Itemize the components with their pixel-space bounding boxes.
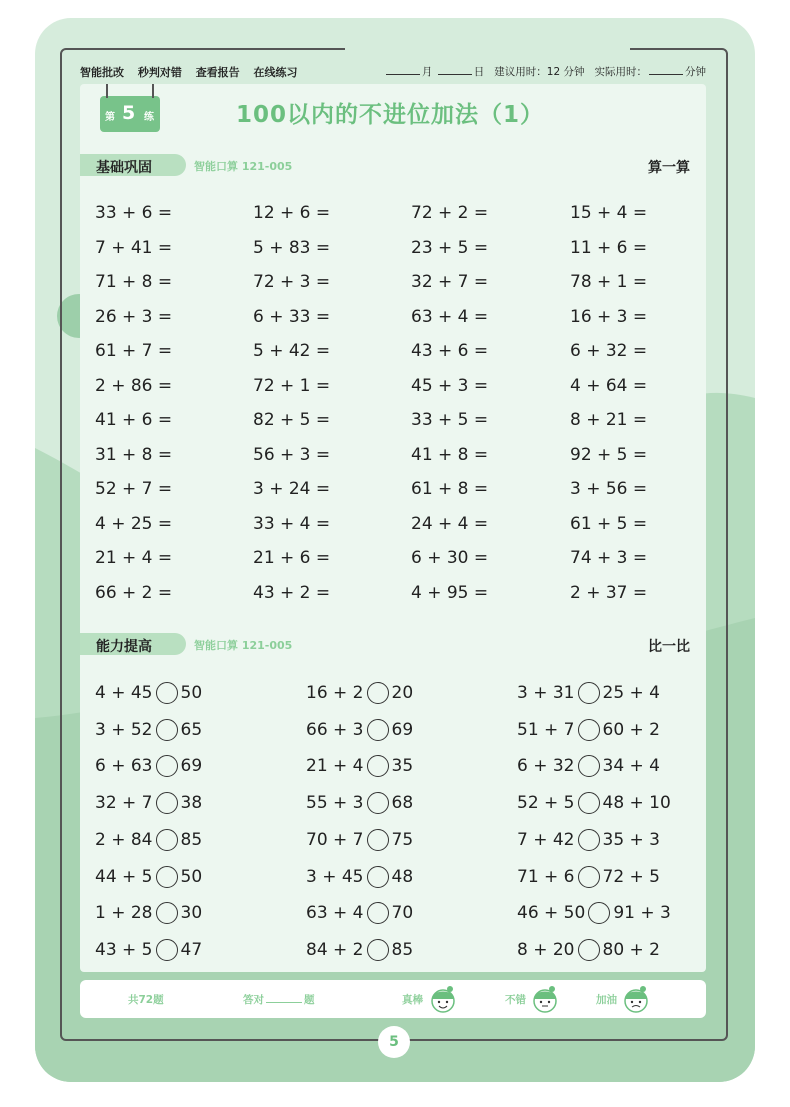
day-label: 日 [473, 66, 485, 78]
tag-pin-right [152, 84, 154, 98]
addition-problem[interactable]: 15 + 4 = [570, 203, 648, 223]
compare-answer-circle[interactable] [367, 755, 389, 777]
compare-right: 30 [180, 903, 203, 924]
compare-problem [306, 939, 413, 961]
compare-problem [306, 719, 413, 741]
compare-answer-circle[interactable] [156, 939, 178, 961]
compare-problem [306, 829, 413, 851]
compare-answer-circle[interactable] [578, 719, 600, 741]
compare-problem [517, 902, 671, 924]
footer-correct [243, 992, 315, 1007]
compare-right: 91 + 3 [613, 903, 671, 924]
compare-left: 16 + 2 [306, 683, 364, 703]
month-label: 月 [421, 66, 433, 78]
addition-problem[interactable]: 33 + 4 = [253, 513, 331, 534]
compare-left: 71 + 6 [517, 866, 575, 887]
frame-gap [345, 44, 630, 52]
compare-answer-circle[interactable] [578, 682, 600, 704]
compare-left: 1 + 28 [95, 903, 153, 924]
compare-answer-circle[interactable] [156, 682, 178, 704]
footer-cheer: 加油 [596, 994, 617, 1006]
compare-left: 8 + 20 [517, 939, 575, 960]
section-basic-header [80, 154, 706, 176]
compare-right: 35 [391, 756, 414, 777]
compare-problem [517, 719, 660, 741]
compare-problem [95, 902, 202, 924]
compare-left: 3 + 52 [95, 719, 153, 740]
compare-right: 80 + 2 [602, 939, 660, 960]
addition-problem[interactable]: 5 + 83 = [253, 237, 331, 258]
compare-problem [306, 902, 413, 924]
compare-left: 44 + 5 [95, 866, 153, 887]
smile-face-icon[interactable] [530, 984, 560, 1014]
addition-problem[interactable]: 24 + 4 = [411, 513, 489, 534]
compare-right: 75 [391, 829, 414, 850]
compare-answer-circle[interactable] [367, 792, 389, 814]
correct-count-blank[interactable] [266, 992, 302, 1003]
addition-problem[interactable]: 4 + 64 = [570, 375, 648, 396]
compare-problem [517, 939, 660, 961]
addition-problem[interactable]: 6 + 33 = [253, 306, 331, 327]
addition-problem[interactable]: 4 + 25 = [95, 513, 173, 534]
day-tag-prefix: 第 [105, 112, 115, 123]
compare-problem [95, 719, 202, 741]
compare-answer-circle[interactable] [367, 866, 389, 888]
compare-right: 48 + 10 [602, 793, 671, 814]
addition-problem[interactable]: 3 + 56 = [570, 479, 648, 499]
compare-problem [95, 792, 202, 814]
compare-right: 35 + 3 [602, 829, 660, 850]
addition-problem[interactable]: 45 + 3 = [411, 375, 489, 396]
section-advanced-pill [80, 633, 186, 655]
section-advanced-action: 比一比 [648, 639, 690, 655]
addition-problem[interactable]: 33 + 6 = [95, 203, 173, 223]
header-links [80, 64, 308, 80]
addition-problem[interactable]: 61 + 8 = [411, 479, 489, 499]
compare-problem [306, 792, 413, 814]
compare-answer-circle[interactable] [367, 829, 389, 851]
compare-problem [306, 682, 413, 704]
footer-correct-label: 答对 [243, 994, 264, 1006]
compare-right: 34 + 4 [602, 756, 660, 777]
addition-problem[interactable]: 16 + 3 = [570, 306, 648, 327]
addition-problem[interactable]: 11 + 6 = [570, 237, 648, 258]
addition-problem[interactable]: 52 + 7 = [95, 479, 173, 499]
compare-answer-circle[interactable] [156, 719, 178, 741]
link-view-report[interactable]: 查看报告 [195, 66, 240, 79]
compare-right: 85 [180, 829, 203, 850]
compare-problem [95, 682, 202, 704]
day-tag-suffix: 练 [144, 112, 154, 123]
section-basic-code: 智能口算 121-005 [194, 160, 293, 173]
compare-answer-circle[interactable] [156, 902, 178, 924]
section-advanced-header [80, 633, 706, 655]
addition-problem[interactable]: 26 + 3 = [95, 306, 173, 327]
suggested-time: 建议用时：12 分钟 [494, 66, 585, 78]
link-online-practice[interactable]: 在线练习 [253, 66, 298, 79]
compare-left: 66 + 3 [306, 719, 364, 740]
section-advanced-code: 智能口算 121-005 [194, 639, 293, 652]
compare-answer-circle[interactable] [578, 866, 600, 888]
actual-time-label: 实际用时： [594, 66, 647, 78]
section-advanced-name: 能力提高 [96, 639, 152, 655]
day-tag-number: 5 [122, 102, 136, 124]
compare-answer-circle[interactable] [156, 866, 178, 888]
minute-label: 分钟 [685, 66, 706, 78]
addition-problem[interactable]: 31 + 8 = [95, 444, 173, 465]
compare-right: 20 [391, 683, 414, 703]
compare-left: 63 + 4 [306, 903, 364, 924]
compare-right: 68 [391, 793, 414, 814]
footer-good: 不错 [505, 994, 526, 1006]
compare-problem [95, 939, 202, 961]
compare-left: 43 + 5 [95, 939, 153, 960]
header-meta [384, 64, 706, 79]
addition-problem[interactable]: 6 + 30 = [411, 548, 489, 568]
compare-answer-circle[interactable] [367, 719, 389, 741]
month-blank[interactable] [386, 64, 420, 75]
compare-problem [517, 792, 671, 814]
compare-left: 51 + 7 [517, 719, 575, 740]
section-basic-name: 基础巩固 [96, 160, 152, 176]
link-instant-check[interactable]: 秒判对错 [137, 66, 182, 79]
compare-problem [95, 866, 202, 888]
page-title: 100以内的不进位加法（1） [236, 102, 545, 128]
section-basic-action: 算一算 [648, 160, 690, 176]
addition-problem[interactable]: 78 + 1 = [570, 272, 648, 292]
compare-answer-circle[interactable] [156, 829, 178, 851]
page-number: 5 [378, 1026, 410, 1058]
addition-problem[interactable]: 61 + 5 = [570, 513, 648, 534]
addition-problem[interactable]: 72 + 1 = [253, 375, 331, 396]
compare-left: 6 + 32 [517, 756, 575, 777]
addition-problem[interactable]: 66 + 2 = [95, 582, 173, 603]
addition-problem[interactable]: 72 + 2 = [411, 203, 489, 223]
day-blank[interactable] [438, 64, 472, 75]
compare-left: 55 + 3 [306, 793, 364, 814]
compare-right: 38 [180, 793, 203, 814]
compare-right: 69 [391, 719, 414, 740]
compare-right: 60 + 2 [602, 719, 660, 740]
compare-left: 70 + 7 [306, 829, 364, 850]
compare-right: 48 [391, 866, 414, 887]
addition-problem[interactable]: 32 + 7 = [411, 272, 489, 292]
compare-answer-circle[interactable] [578, 755, 600, 777]
compare-problem [517, 829, 660, 851]
compare-answer-circle[interactable] [367, 682, 389, 704]
footer-great: 真棒 [402, 994, 423, 1006]
addition-problem[interactable]: 41 + 8 = [411, 444, 489, 465]
compare-left: 21 + 4 [306, 756, 364, 777]
addition-problem[interactable]: 92 + 5 = [570, 444, 648, 465]
addition-problem[interactable]: 21 + 4 = [95, 548, 173, 568]
compare-answer-circle[interactable] [588, 902, 610, 924]
compare-problem [95, 755, 202, 777]
compare-right: 85 [391, 939, 414, 960]
addition-problem[interactable]: 5 + 42 = [253, 341, 331, 361]
compare-right: 70 [391, 903, 414, 924]
score-footer [80, 980, 706, 1018]
addition-problem[interactable]: 43 + 2 = [253, 582, 331, 603]
addition-problem[interactable]: 56 + 3 = [253, 444, 331, 465]
compare-right: 47 [180, 939, 203, 960]
compare-problem [517, 866, 660, 888]
addition-problem[interactable]: 71 + 8 = [95, 272, 173, 292]
addition-problem[interactable]: 23 + 5 = [411, 237, 489, 258]
addition-problem[interactable]: 63 + 4 = [411, 306, 489, 327]
compare-left: 2 + 84 [95, 829, 153, 850]
compare-problem [306, 755, 413, 777]
compare-answer-circle[interactable] [156, 755, 178, 777]
actual-time-blank[interactable] [649, 64, 683, 75]
compare-answer-circle[interactable] [578, 792, 600, 814]
addition-problem[interactable]: 8 + 21 = [570, 410, 648, 430]
addition-problem[interactable]: 7 + 41 = [95, 237, 173, 258]
addition-problem[interactable]: 74 + 3 = [570, 548, 648, 568]
header-bar [80, 62, 710, 82]
compare-left: 3 + 45 [306, 866, 364, 887]
compare-answer-circle[interactable] [578, 829, 600, 851]
compare-right: 69 [180, 756, 203, 777]
cheer-face-icon[interactable] [621, 984, 651, 1014]
addition-problem[interactable]: 2 + 37 = [570, 582, 648, 603]
compare-right: 65 [180, 719, 203, 740]
compare-left: 6 + 63 [95, 756, 153, 777]
footer-total: 共72题 [128, 994, 164, 1006]
addition-problem[interactable]: 2 + 86 = [95, 375, 173, 396]
compare-left: 7 + 42 [517, 829, 575, 850]
addition-problem[interactable]: 82 + 5 = [253, 410, 331, 430]
addition-problem[interactable]: 43 + 6 = [411, 341, 489, 361]
compare-problem [517, 682, 660, 704]
addition-problem[interactable]: 21 + 6 = [253, 548, 331, 568]
compare-left: 4 + 45 [95, 683, 153, 703]
footer-question-unit: 题 [304, 994, 315, 1006]
addition-problem[interactable]: 72 + 3 = [253, 272, 331, 292]
addition-problem[interactable]: 3 + 24 = [253, 479, 331, 499]
happy-face-icon[interactable] [428, 984, 458, 1014]
addition-problem[interactable]: 12 + 6 = [253, 203, 331, 223]
addition-problem[interactable]: 41 + 6 = [95, 410, 173, 430]
compare-problem [517, 755, 660, 777]
compare-right: 72 + 5 [602, 866, 660, 887]
compare-problem [95, 829, 202, 851]
compare-answer-circle[interactable] [367, 902, 389, 924]
compare-left: 3 + 31 [517, 683, 575, 703]
compare-right: 25 + 4 [602, 683, 660, 703]
tag-pin-left [106, 84, 108, 98]
compare-problem [306, 866, 413, 888]
compare-right: 50 [180, 683, 203, 703]
compare-answer-circle[interactable] [156, 792, 178, 814]
addition-problem[interactable]: 33 + 5 = [411, 410, 489, 430]
addition-problem[interactable]: 4 + 95 = [411, 582, 489, 603]
compare-answer-circle[interactable] [578, 939, 600, 961]
link-smart-grading[interactable]: 智能批改 [80, 66, 124, 79]
compare-left: 32 + 7 [95, 793, 153, 814]
day-tag [100, 96, 160, 132]
compare-left: 84 + 2 [306, 939, 364, 960]
compare-left: 52 + 5 [517, 793, 575, 814]
compare-right: 50 [180, 866, 203, 887]
compare-answer-circle[interactable] [367, 939, 389, 961]
addition-problem[interactable]: 61 + 7 = [95, 341, 173, 361]
addition-problem[interactable]: 6 + 32 = [570, 341, 648, 361]
compare-left: 46 + 50 [517, 903, 586, 924]
section-basic-pill [80, 154, 186, 176]
